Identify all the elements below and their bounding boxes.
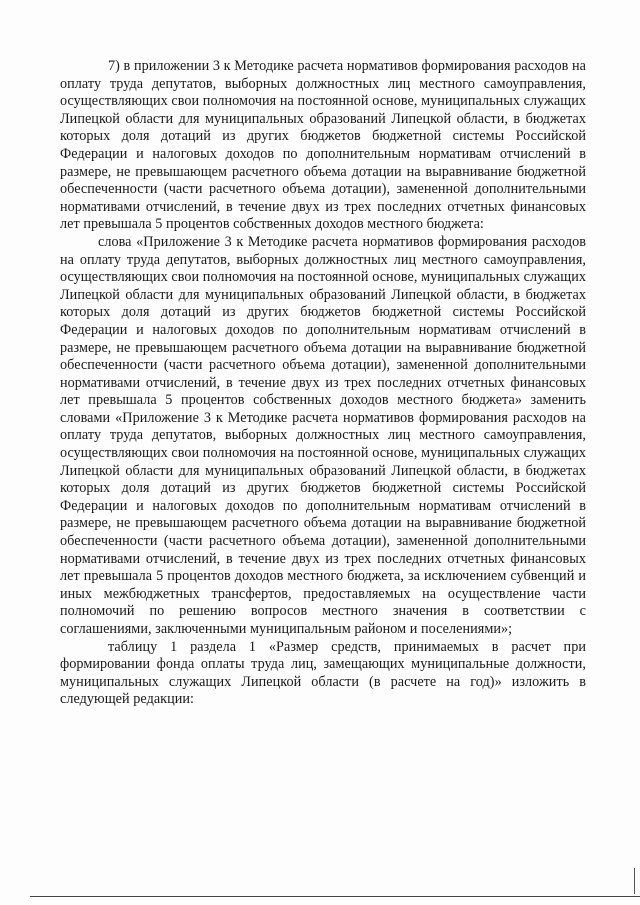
paragraph-words-replacement: слова «Приложение 3 к Методике расчета нормативов формирования расходов на оплату труда депутатов, выборных должностных лиц местного самоуправления, осуществляющих свои полномочия на постоянной основе, муниципальных служащих Липецкой области для муниципальных образований Липецкой области, в бюджетах которых доля дотаций из других бюджетов бюджетной системы Российской Федерации и налоговых доходов по дополнительным нормативам отчислений в размере, не превышающем расчетного объема дотации на выравнивание бюджетной обеспеченности (части расчетного объема дотации), замененной дополнительными нормативами отчислений, в течение двух из трех последних отчетных финансовых лет превышала 5 процентов собственных доходов местного бюджета» заменить словами «Приложение 3 к Методике расчета нормативов формирования расходов на оплату труда депутатов, выборных должностных лиц местного самоуправления, осуществляющих свои полномочия на постоянной основе, муниципальных служащих Липецкой области для муниципальных образований Липецкой области, в бюджетах которых доля дотаций из других бюджетов бюджетной системы Российской Федерации и налоговых доходов по дополнительным нормативам отчислений в размере, не превышающем расчетного объема дотации на выравнивание бюджетной обеспеченности (части расчетного объема дотации), замененной дополнительными нормативами отчислений, в течение двух из трех последних отчетных финансовых лет превышала 5 процентов доходов местного бюджета, за исключением субвенций и иных межбюджетных трансфертов, предоставляемых на осуществление части полномочий по решению вопросов местного значения в соответствии с соглашениями, заключенными муниципальным районом и поселениями»; — [60, 233, 586, 637]
scan-edge-mark — [634, 868, 635, 894]
paragraph-table-1-revision: таблицу 1 раздела 1 «Размер средств, принимаемых в расчет при формировании фонда оплаты труда лиц, замещающих муниципальные должности, муниципальных служащих Липецкой области (в расчете на год)» изложить в следующей редакции: — [60, 638, 586, 708]
paragraph-item-7: 7) в приложении 3 к Методике расчета нормативов формирования расходов на оплату труда депутатов, выборных должностных лиц местного самоуправления, осуществляющих свои полномочия на постоянной основе, муниципальных служащих Липецкой области для муниципальных образований Липецкой области, в бюджетах которых доля дотаций из других бюджетов бюджетной системы Российской Федерации и налоговых доходов по дополнительным нормативам отчислений в размере, не превышающем расчетного объема дотации на выравнивание бюджетной обеспеченности (части расчетного объема дотации), замененной дополнительными нормативами отчислений, в течение двух из трех последних отчетных финансовых лет превышала 5 процентов собственных доходов местного бюджета: — [60, 58, 586, 233]
page-bottom-line — [30, 896, 640, 897]
document-body — [60, 58, 586, 709]
